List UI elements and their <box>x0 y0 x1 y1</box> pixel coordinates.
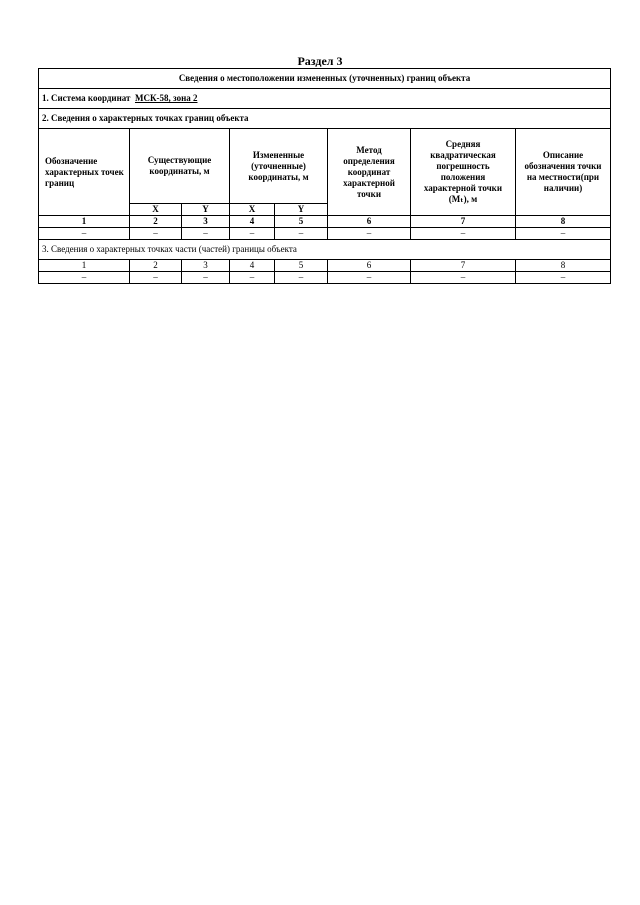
empty-cell: – <box>411 272 516 284</box>
col-number: 1 <box>39 216 130 228</box>
col-number: 7 <box>411 216 516 228</box>
col-number: 5 <box>275 260 328 272</box>
section3-title: 3. Сведения о характерных точках части (частей) границы объекта <box>39 240 611 260</box>
header-method: Метод определения координат характерной точки <box>328 129 411 216</box>
header-y-changed: Y <box>275 204 328 216</box>
header-changed-coords: Измененные (уточненные) координаты, м <box>230 129 328 204</box>
col-number: 4 <box>230 260 275 272</box>
coord-system-row <box>39 89 611 109</box>
col-number: 1 <box>39 260 130 272</box>
empty-cell: – <box>275 228 328 240</box>
col-number: 3 <box>182 216 230 228</box>
empty-cell: – <box>411 228 516 240</box>
section-title: Раздел 3 <box>297 54 343 68</box>
coord-system-label: 1. Система координат <box>42 93 131 103</box>
header-x-existing: X <box>130 204 182 216</box>
table-row-numbers <box>39 216 611 228</box>
col-number: 6 <box>328 260 411 272</box>
col-number: 5 <box>275 216 328 228</box>
empty-cell: – <box>275 272 328 284</box>
col-number: 8 <box>516 216 611 228</box>
empty-cell: – <box>39 228 130 240</box>
section2-title: 2. Сведения о характерных точках границ объекта <box>39 109 611 129</box>
table-row-numbers-2 <box>39 260 611 272</box>
col-number: 2 <box>130 260 182 272</box>
col-number: 6 <box>328 216 411 228</box>
empty-cell: – <box>130 272 182 284</box>
header-y-existing: Y <box>182 204 230 216</box>
header-rmse: Средняя квадратическая погрешность положения характерной точки (Мₜ), м <box>411 129 516 216</box>
table-caption: Сведения о местоположении измененных (уточненных) границ объекта <box>39 69 611 89</box>
boundary-table <box>38 68 611 284</box>
header-existing-coords: Существующие координаты, м <box>130 129 230 204</box>
table-row <box>39 272 611 284</box>
col-number: 2 <box>130 216 182 228</box>
table-row <box>39 228 611 240</box>
col-number: 3 <box>182 260 230 272</box>
empty-cell: – <box>230 228 275 240</box>
header-description: Описание обозначения точки на местности(при наличии) <box>516 129 611 216</box>
empty-cell: – <box>182 228 230 240</box>
empty-cell: – <box>516 272 611 284</box>
empty-cell: – <box>516 228 611 240</box>
empty-cell: – <box>39 272 130 284</box>
coord-system-value: МСК-58, зона 2 <box>134 93 198 103</box>
col-number: 7 <box>411 260 516 272</box>
empty-cell: – <box>182 272 230 284</box>
col-number: 8 <box>516 260 611 272</box>
empty-cell: – <box>328 228 411 240</box>
empty-cell: – <box>130 228 182 240</box>
empty-cell: – <box>328 272 411 284</box>
header-x-changed: X <box>230 204 275 216</box>
header-point-designation: Обозначение характерных точек границ <box>39 129 130 216</box>
col-number: 4 <box>230 216 275 228</box>
empty-cell: – <box>230 272 275 284</box>
